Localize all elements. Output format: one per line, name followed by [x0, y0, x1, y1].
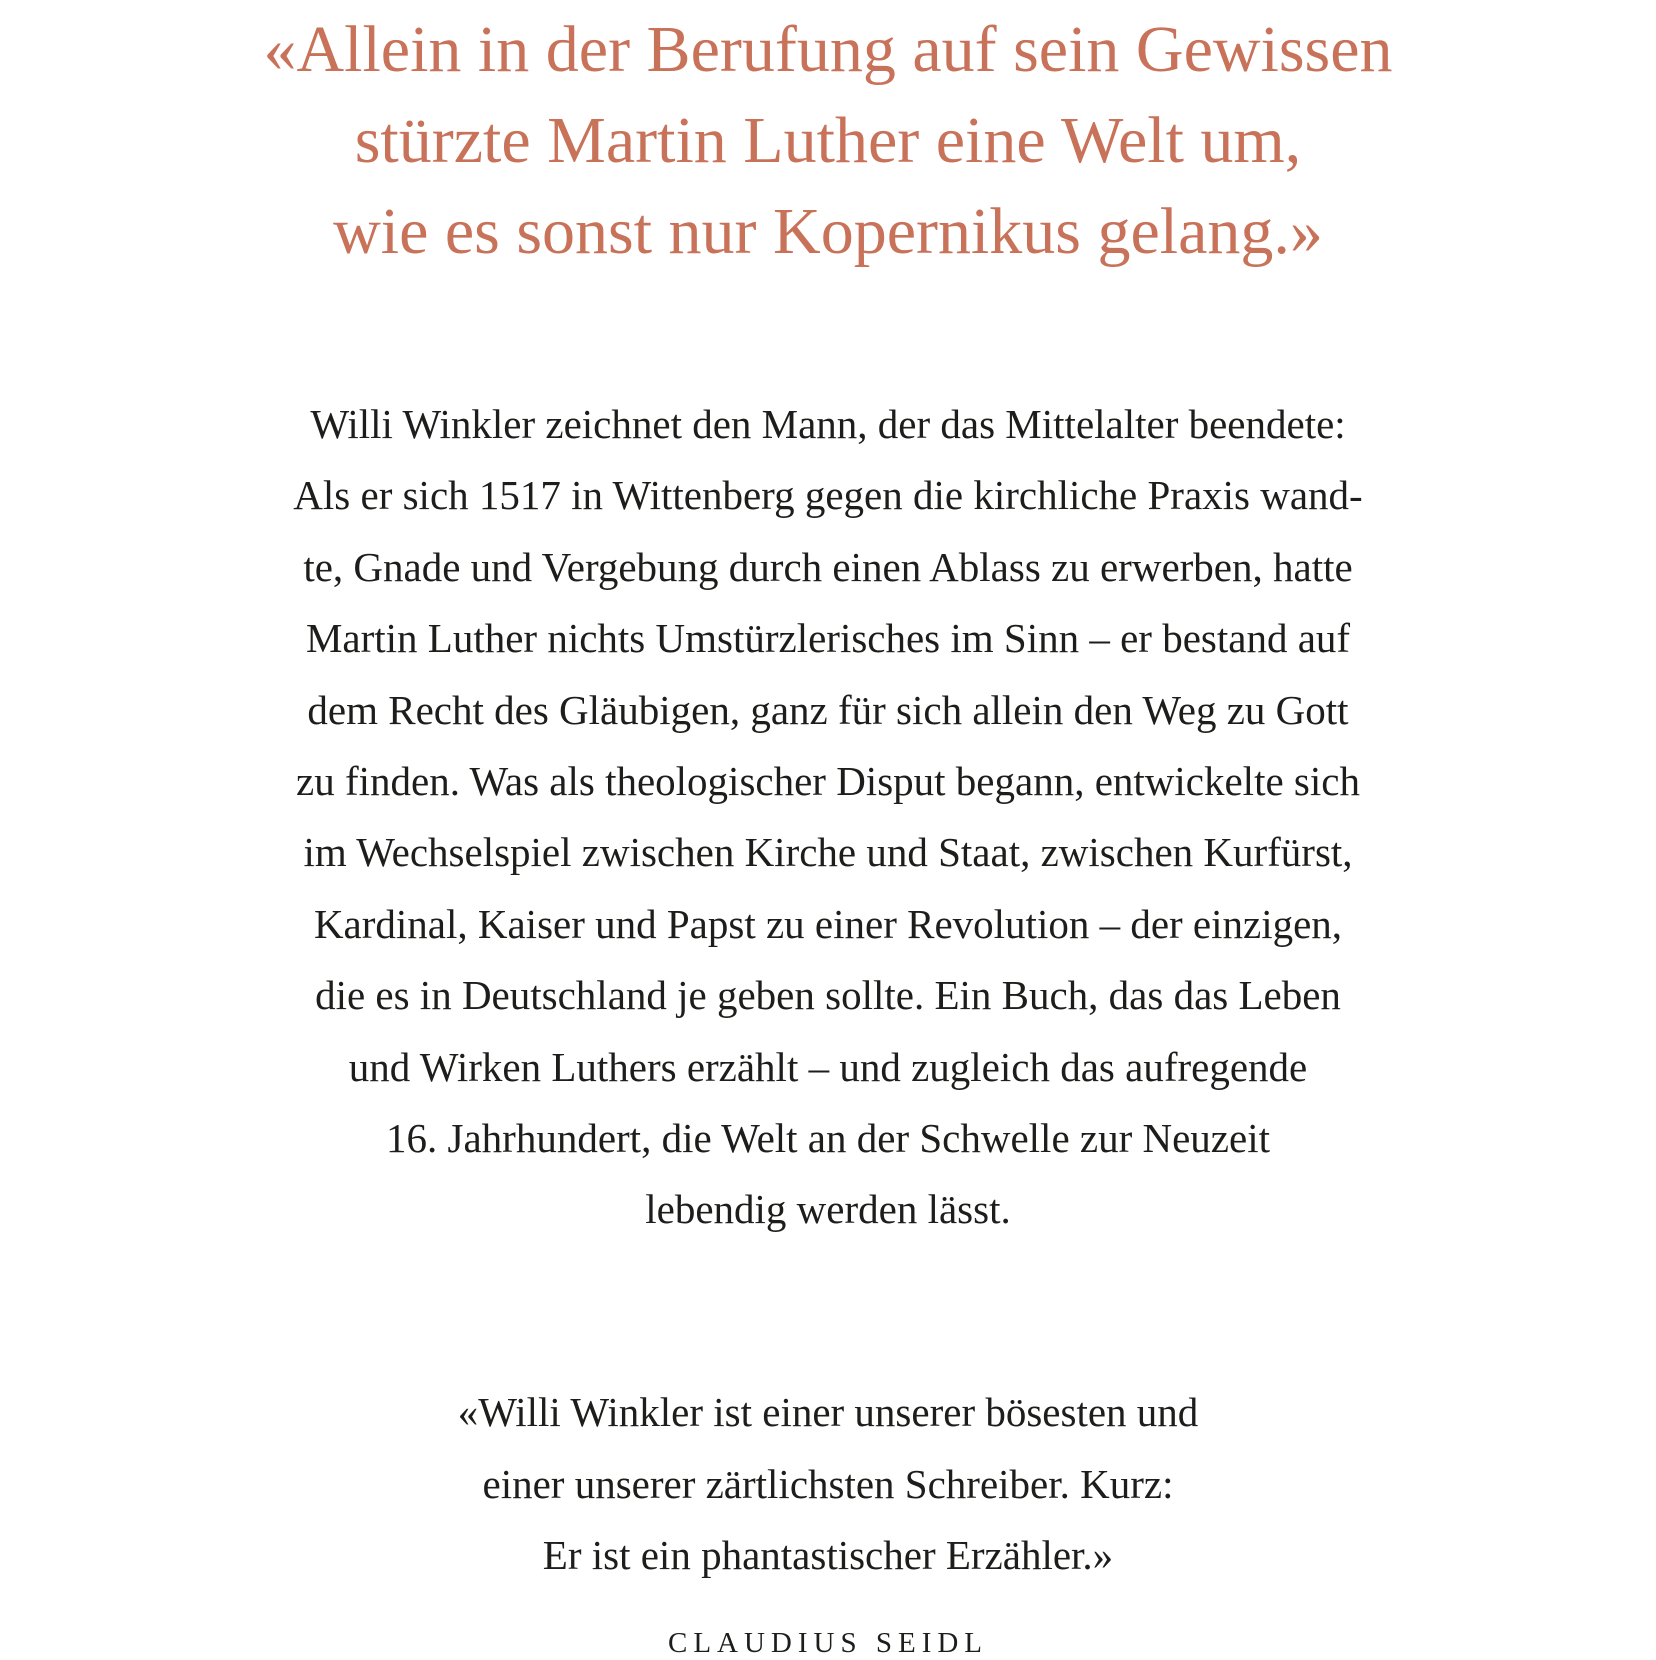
description-line: zu finden. Was als theologischer Disput begann, entwickelte sich [296, 758, 1360, 805]
description-line: te, Gnade und Vergebung durch einen Ablass zu erwerben, hatte [303, 543, 1353, 590]
endorsement-author: CLAUDIUS SEIDL [667, 1627, 989, 1659]
headline-quote-line: «Allein in der Berufung auf sein Gewissen [263, 13, 1393, 86]
endorsement-quote [0, 1377, 1656, 1592]
description-line: Willi Winkler zeichnet den Mann, der das Mittelalter beendete: [310, 401, 1346, 447]
description-line: 16. Jahrhundert, die Welt an der Schwelle zur Neuzeit [386, 1115, 1270, 1162]
description-line: lebendig werden lässt. [645, 1186, 1011, 1233]
endorsement-line: Er ist ein phantastischer Erzähler.» [542, 1532, 1114, 1578]
description-line: Kardinal, Kaiser und Papst zu einer Revolution – der einzigen, [313, 900, 1343, 947]
headline-quote [0, 4, 1656, 277]
description-line: im Wechselspiel zwischen Kirche und Staat, zwischen Kurfürst, [303, 829, 1353, 876]
description-line: dem Recht des Gläubigen, ganz für sich allein den Weg zu Gott [307, 686, 1349, 733]
description-line: und Wirken Luthers erzählt – und zugleich das aufregende [348, 1043, 1308, 1090]
description-paragraph [0, 389, 1656, 1246]
endorsement-line: einer unserer zärtlichsten Schreiber. Kurz: [482, 1460, 1174, 1507]
endorsement-line: «Willi Winkler ist einer unserer bösesten und [457, 1389, 1199, 1435]
description-line: Als er sich 1517 in Wittenberg gegen die kirchliche Praxis wand- [293, 472, 1363, 519]
description-line: die es in Deutschland je geben sollte. Ein Buch, das das Leben [315, 972, 1341, 1019]
headline-quote-line: wie es sonst nur Kopernikus gelang.» [333, 195, 1323, 268]
headline-quote-line: stürzte Martin Luther eine Welt um, [354, 104, 1302, 177]
description-line: Martin Luther nichts Umstürzlerisches im Sinn – er bestand auf [305, 615, 1351, 662]
